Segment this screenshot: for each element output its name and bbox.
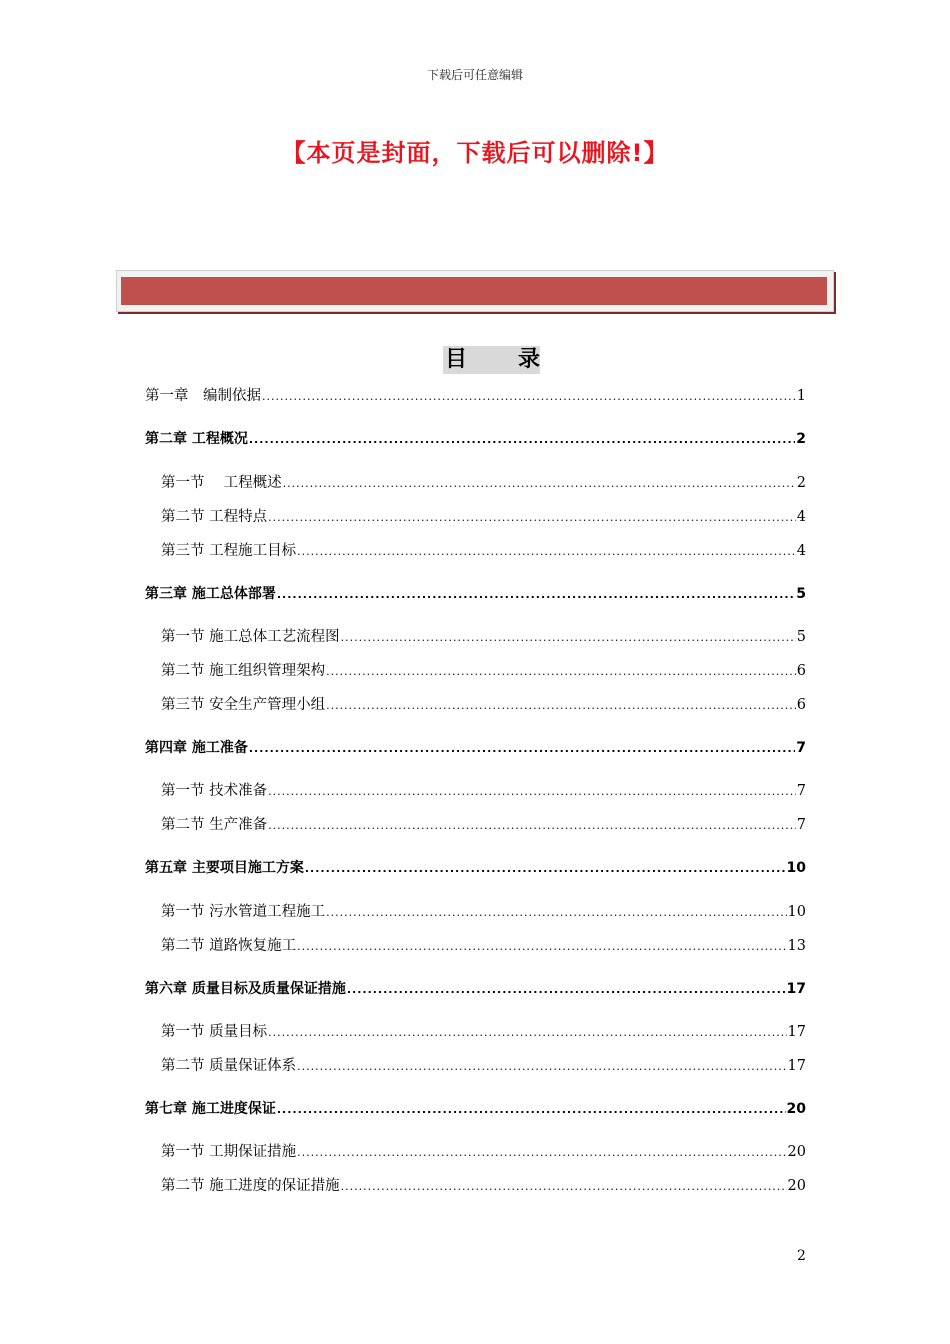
toc-entry-page: 4	[796, 509, 806, 525]
toc-entry-page: 20	[786, 1101, 806, 1117]
toc-title-char-2: 录	[517, 347, 540, 372]
toc-entry-label: 第一节 工程概述	[161, 475, 282, 491]
toc-leader-dots	[297, 1143, 786, 1163]
toc-entry-label: 第二节 施工组织管理架构	[161, 663, 326, 679]
toc-leader-dots	[326, 662, 796, 682]
toc-entry-page: 17	[787, 1024, 806, 1040]
toc-title-char-1: 目	[445, 347, 468, 372]
toc-leader-dots	[277, 585, 795, 605]
toc-leader-dots	[341, 1177, 787, 1197]
toc-leader-dots	[268, 1023, 786, 1043]
toc-section-entry[interactable]	[161, 661, 806, 681]
toc-entry-page: 5	[796, 629, 806, 645]
toc-section-entry[interactable]	[161, 1022, 806, 1042]
toc-entry-label: 第三章 施工总体部署	[145, 586, 276, 602]
toc-chapter-entry[interactable]	[145, 1099, 806, 1119]
toc-entry-page: 1	[796, 388, 806, 404]
toc-chapter-entry[interactable]	[145, 584, 806, 604]
toc-entry-page: 2	[796, 475, 806, 491]
toc-entry-page: 2	[796, 431, 806, 447]
toc-section-entry[interactable]	[161, 1176, 806, 1196]
toc-entry-page: 20	[787, 1178, 806, 1194]
toc-section-entry[interactable]	[161, 781, 806, 801]
toc-entry-label: 第四章 施工准备	[145, 740, 248, 756]
toc-leader-dots	[297, 542, 796, 562]
toc-leader-dots	[262, 387, 796, 407]
toc-entry-label: 第一节 质量目标	[161, 1024, 268, 1040]
toc-entry-label: 第二节 道路恢复施工	[161, 938, 297, 954]
toc-section-entry[interactable]	[161, 507, 806, 527]
toc-entry-label: 第三节 安全生产管理小组	[161, 697, 326, 713]
toc-entry-page: 6	[796, 663, 806, 679]
toc-chapter-entry[interactable]	[145, 429, 806, 449]
toc-title	[443, 346, 540, 374]
toc-entry-page: 17	[786, 981, 806, 997]
toc-leader-dots	[326, 903, 786, 923]
toc-leader-dots	[347, 980, 786, 1000]
toc-entry-label: 第一节 工期保证措施	[161, 1144, 297, 1160]
toc-entry-label: 第二节 工程特点	[161, 509, 268, 525]
toc-entry-label: 第一节 技术准备	[161, 783, 268, 799]
toc-section-entry[interactable]	[161, 627, 806, 647]
toc-leader-dots	[326, 696, 796, 716]
toc-section-entry[interactable]	[161, 1142, 806, 1162]
cover-delete-notice: 【本页是封面，下载后可以删除!】	[281, 139, 669, 167]
toc-entry-page: 4	[796, 543, 806, 559]
toc-section-entry[interactable]	[161, 541, 806, 561]
toc-leader-dots	[249, 739, 795, 759]
toc-entry-label: 第一节 污水管道工程施工	[161, 904, 326, 920]
toc-entry-page: 13	[787, 938, 806, 954]
toc-section-entry[interactable]	[161, 936, 806, 956]
page-number: 2	[797, 1248, 806, 1264]
toc-entry-page: 7	[796, 783, 806, 799]
toc-leader-dots	[305, 859, 786, 879]
toc-section-entry[interactable]	[161, 695, 806, 715]
toc-section-entry[interactable]	[161, 815, 806, 835]
toc-entry-label: 第二章 工程概况	[145, 431, 248, 447]
toc-entry-page: 7	[796, 740, 806, 756]
toc-section-entry[interactable]	[161, 473, 806, 493]
toc-leader-dots	[249, 430, 795, 450]
toc-leader-dots	[297, 937, 786, 957]
toc-entry-label: 第一章 编制依据	[145, 388, 261, 404]
toc-entry-label: 第二节 施工进度的保证措施	[161, 1178, 340, 1194]
toc-entry-page: 17	[787, 1058, 806, 1074]
toc-leader-dots	[268, 508, 796, 528]
toc-entry-page: 20	[787, 1144, 806, 1160]
toc-leader-dots	[283, 474, 796, 494]
toc-entry-label: 第三节 工程施工目标	[161, 543, 297, 559]
toc-entry-label: 第六章 质量目标及质量保证措施	[145, 981, 346, 997]
toc-entry-label: 第七章 施工进度保证	[145, 1101, 276, 1117]
page-header-note: 下载后可任意编辑	[426, 68, 523, 82]
toc-leader-dots	[268, 816, 796, 836]
toc-leader-dots	[277, 1100, 786, 1120]
toc-chapter-entry[interactable]	[145, 738, 806, 758]
toc-entry-label: 第二节 质量保证体系	[161, 1058, 297, 1074]
toc-entry-label: 第五章 主要项目施工方案	[145, 860, 304, 876]
toc-entry-page: 6	[796, 697, 806, 713]
toc-entry-page: 7	[796, 817, 806, 833]
toc-leader-dots	[341, 628, 796, 648]
toc-chapter-entry[interactable]	[145, 386, 806, 406]
toc-entry-label: 第二节 生产准备	[161, 817, 268, 833]
banner-fill	[121, 277, 827, 305]
toc-entry-page: 5	[796, 586, 806, 602]
toc-entry-page: 10	[786, 860, 806, 876]
toc-entry-label: 第一节 施工总体工艺流程图	[161, 629, 340, 645]
toc-section-entry[interactable]	[161, 1056, 806, 1076]
toc-entry-page: 10	[787, 904, 806, 920]
decorative-banner	[116, 270, 834, 312]
toc-chapter-entry[interactable]	[145, 858, 806, 878]
toc-leader-dots	[268, 782, 796, 802]
toc-section-entry[interactable]	[161, 902, 806, 922]
toc-chapter-entry[interactable]	[145, 979, 806, 999]
toc-leader-dots	[297, 1057, 786, 1077]
